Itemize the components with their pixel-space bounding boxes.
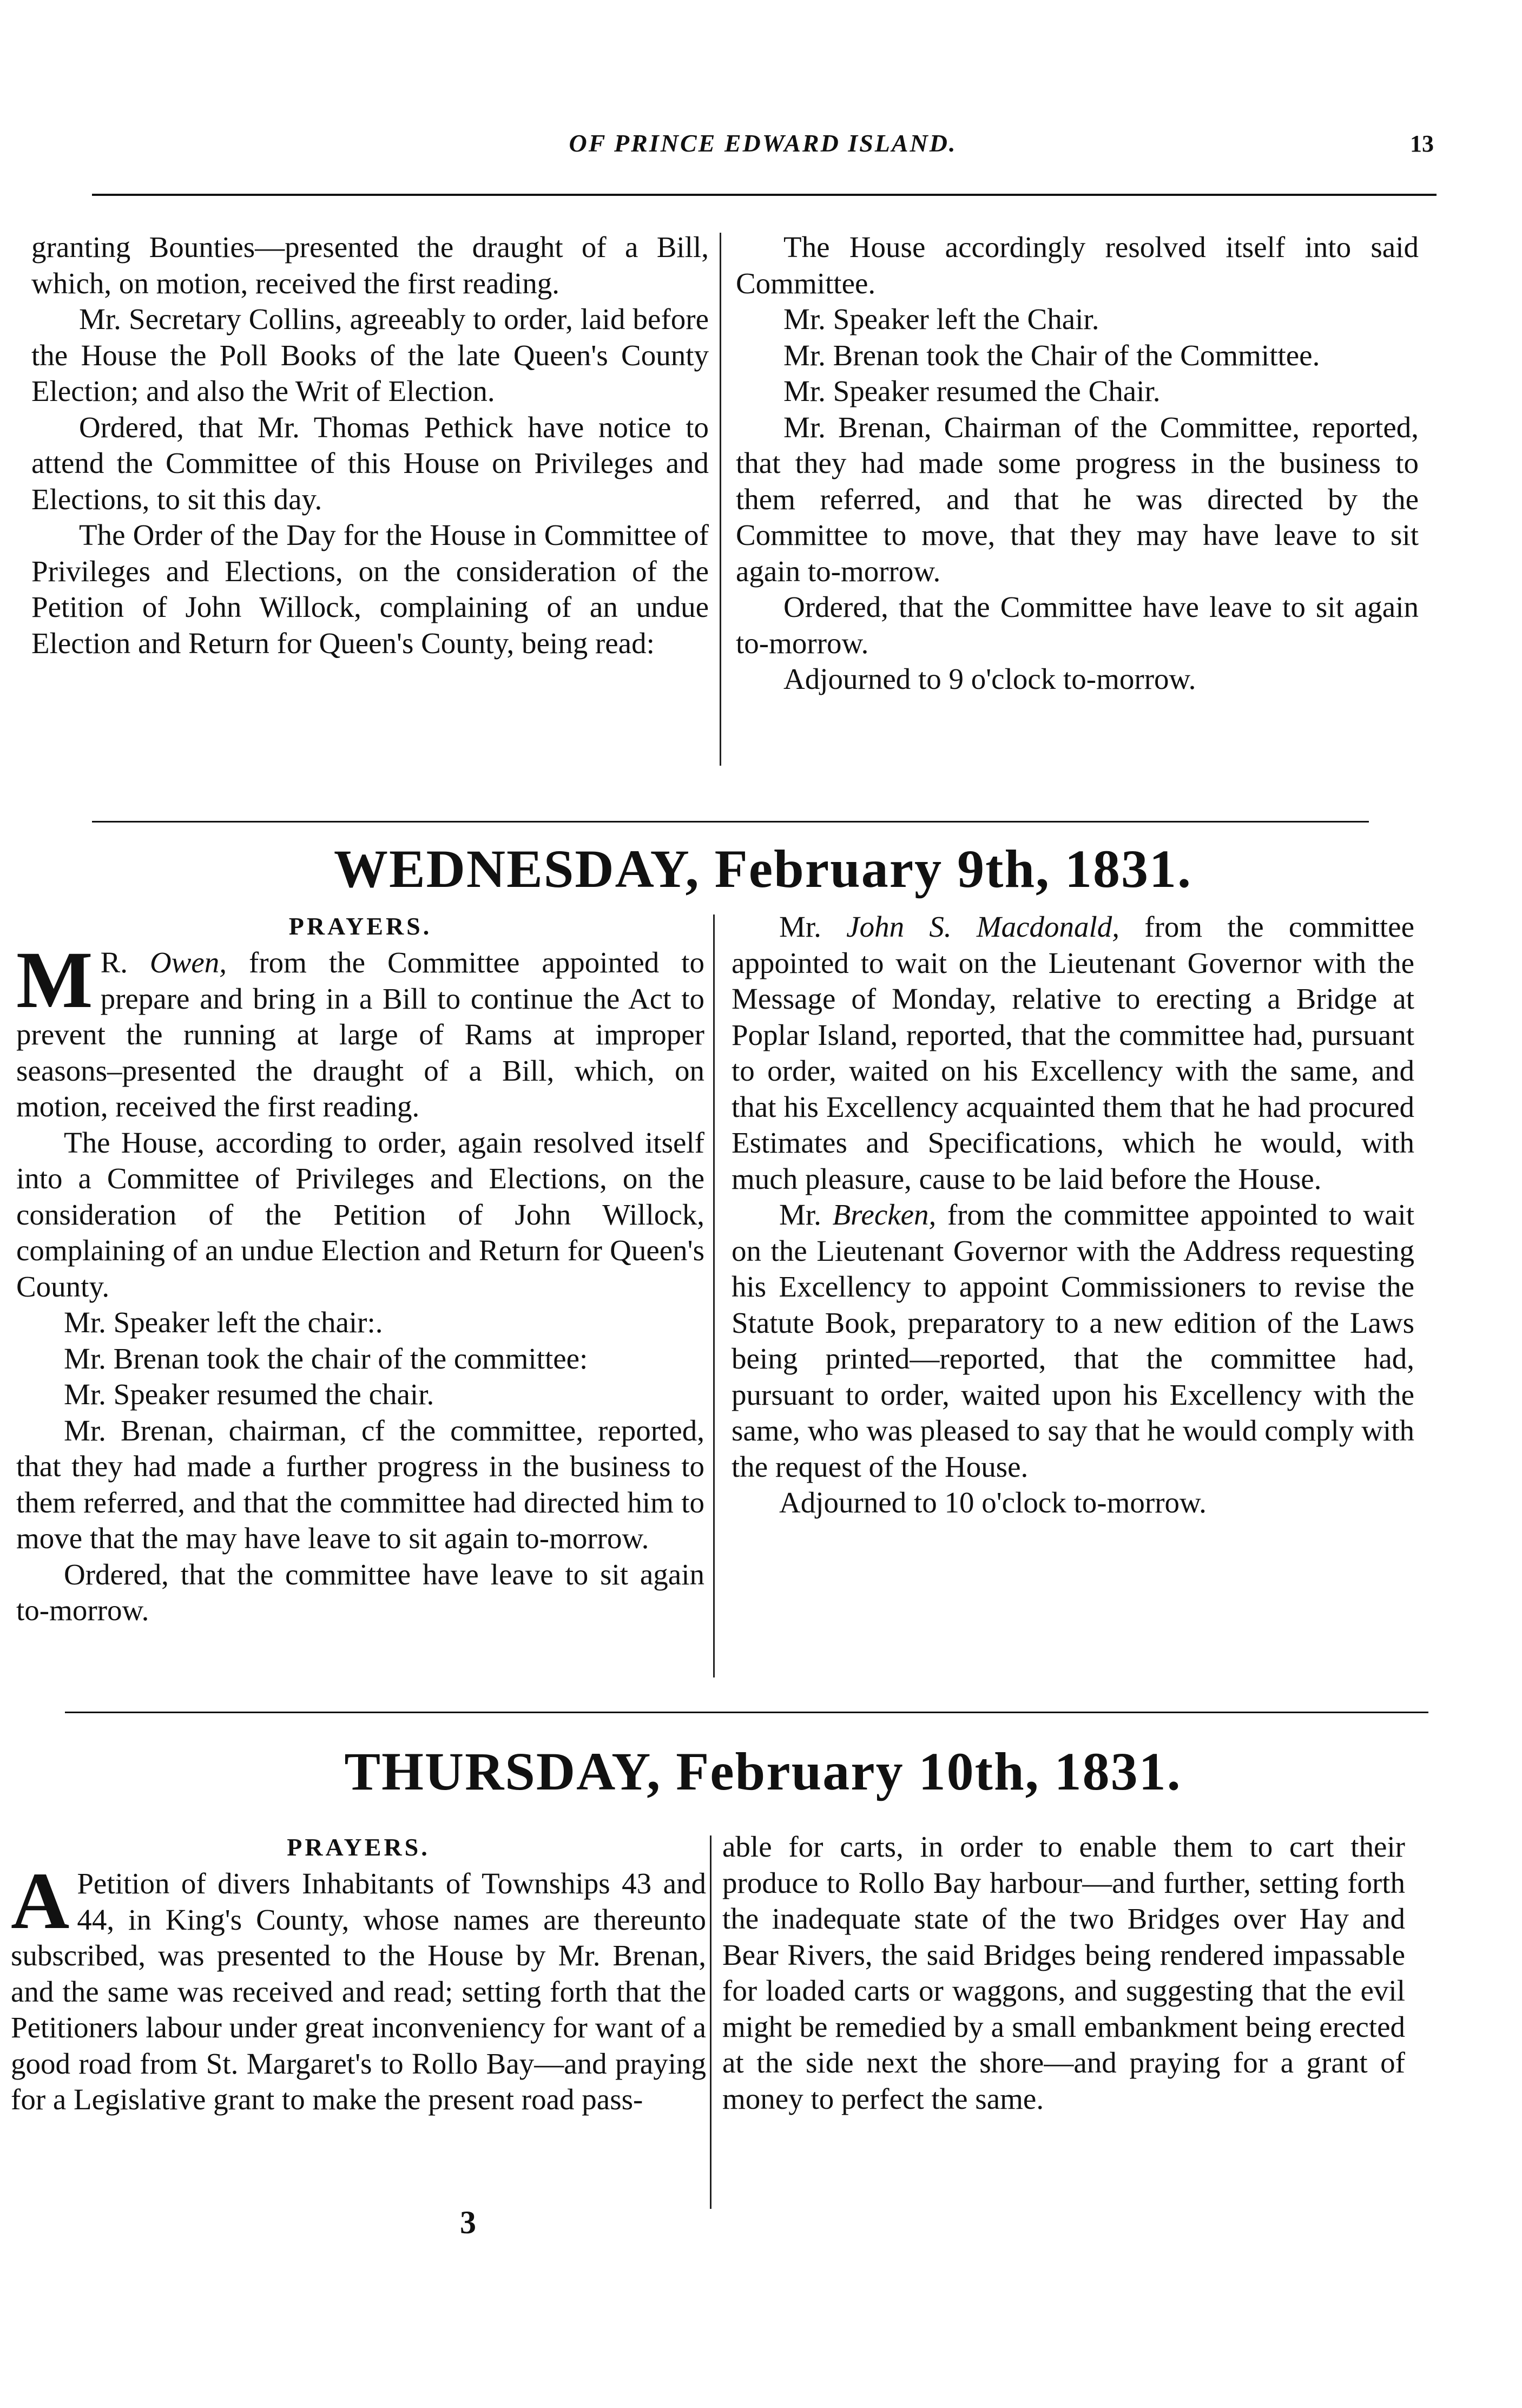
wednesday-heading: WEDNESDAY, February 9th, 1831. (333, 839, 1192, 899)
paragraph: Mr. Speaker resumed the Chair. (783, 374, 1161, 407)
paragraph: Mr. Speaker resumed the chair. (64, 1378, 434, 1411)
paragraph: Mr. Speaker left the chair:. (64, 1306, 383, 1339)
paragraph: Adjourned to 9 o'clock to-morrow. (783, 662, 1196, 695)
paragraph: Mr. Brenan took the Chair of the Committee. (783, 338, 1320, 372)
top-left-column (31, 229, 709, 661)
paragraph: The Order of the Day for the House in Committee of Privileges and Elections, on the consideration of the Petition of John Willock, complaining of an undue Election and Return for Queen's County, being read: (31, 518, 709, 660)
column-divider (713, 914, 715, 1677)
paragraph: Mr. Brecken, from the committee appointed to wait on the Lieutenant Governor with the Address requesting his Excellency to appoint Commissioners to revise the Statute Book, preparatory to a new edition of the Laws being printed—reported, that the committee had, pursuant to order, waited upon his Excellency with the same, who was pleased to say that he would comply with the request of the House. (732, 1198, 1414, 1483)
prayers-label: PRAYERS. (287, 1833, 430, 1861)
paragraph: Mr. John S. Macdonald, from the committee appointed to wait on the Lieutenant Governor with the Message of Monday, relative to erecting a Bridge at Poplar Island, reported, that the committee had, pursuant to order, waited on his Excellency with the same, and that his Excellency acquainted them that he had procured Estimates and Specifications, which he would, with much pleasure, cause to be laid before the House. (732, 910, 1415, 1195)
paragraph: A Petition of divers Inhabitants of Townships 43 and 44, in King's County, whose names are thereunto subscribed, was presented to the House by Mr. Brenan, and the same was received and read; setting forth that the Petitioners labour under great inconveniency for want of a good road from St. Margaret's to Rollo Bay—and praying for a Legislative grant to make the present road pass- (11, 1856, 706, 2116)
paragraph: Ordered, that Mr. Thomas Pethick have notice to attend the Committee of this House on Privileges and Elections, to sit this day. (31, 410, 709, 516)
paragraph: Mr. Brenan took the chair of the committee: (64, 1341, 588, 1375)
paragraph: Mr. Secretary Collins, agreeably to order, laid before the House the Poll Books of the late Queen's County Election; and also the Writ of Election. (31, 302, 709, 407)
wednesday-left-column (16, 908, 704, 1629)
section-rule (65, 1712, 1428, 1713)
signature-mark: 3 (460, 2205, 476, 2240)
drop-cap: A (11, 1856, 70, 1946)
running-head: OF PRINCE EDWARD ISLAND. (569, 129, 957, 157)
prayers-label: PRAYERS. (288, 912, 432, 940)
drop-cap: M (16, 935, 93, 1025)
paragraph: M R. Owen, from the Committee appointed to prepare and bring in a Bill to continue the Act to prevent the running at large of Rams at improper seasons–presented the draught of a Bill, which, on motion, received the first reading. (16, 935, 704, 1123)
paragraph: granting Bounties—presented the draught of a Bill, which, on motion, received the first reading. (31, 231, 709, 300)
paragraph: Mr. Speaker left the Chair. (783, 302, 1099, 335)
wednesday-right-column (732, 909, 1414, 1521)
page-header (92, 129, 1434, 167)
page-number: 13 (1410, 130, 1434, 157)
thursday-heading: THURSDAY, February 10th, 1831. (344, 1741, 1182, 1801)
paragraph: Ordered, that the Committee have leave to sit again to-morrow. (736, 590, 1419, 660)
thursday-right-column (722, 1829, 1405, 2117)
top-right-column (736, 229, 1419, 698)
thursday-left-column (11, 1829, 706, 2118)
column-divider (710, 1835, 711, 2209)
paragraph: Mr. Brenan, Chairman of the Committee, reported, that they had made some progress in the business to them referred, and that he was directed by the Committee to move, that they may have leave to sit again to-morrow. (736, 410, 1419, 588)
paragraph: able for carts, in order to enable them to cart their produce to Rollo Bay harbour—and further, setting forth the inadequate state of the two Bridges over Hay and Bear Rivers, the said Bridges being rendered impassable for loaded carts or waggons, and suggesting that the evil might be remedied by a small embankment being erected at the side next the shore—and praying for a grant of money to perfect the same. (722, 1830, 1405, 2115)
column-divider (720, 233, 721, 766)
paragraph: Mr. Brenan, chairman, cf the committee, reported, that they had made a further progress in the business to them referred, and that the committee had directed him to move that the may have leave to sit again to-morrow. (16, 1413, 704, 1555)
paragraph: Adjourned to 10 o'clock to-morrow. (779, 1486, 1207, 1519)
paragraph: Ordered, that the committee have leave to sit again to-morrow. (16, 1557, 704, 1627)
header-rule (92, 194, 1437, 196)
paragraph: The House, according to order, again resolved itself into a Committee of Privileges and Elections, on the consideration of the Petition of John Willock, complaining of an undue Election and Return for Queen's County. (16, 1126, 704, 1303)
section-rule (92, 821, 1369, 823)
paragraph: The House accordingly resolved itself into said Committee. (736, 231, 1419, 300)
